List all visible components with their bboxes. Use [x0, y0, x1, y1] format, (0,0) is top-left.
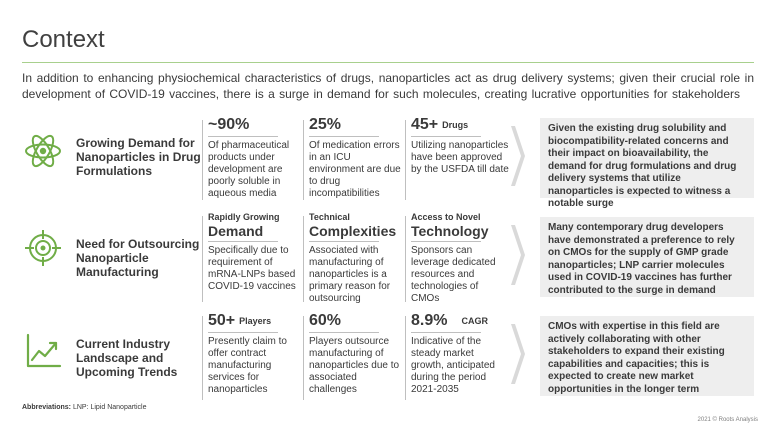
stat-underline — [309, 136, 379, 137]
page-title: Context — [22, 26, 105, 53]
stat-card — [202, 116, 306, 200]
stat-divider — [405, 120, 406, 200]
stat-underline — [208, 136, 278, 137]
stat-card — [202, 212, 306, 302]
summary-box: Given the existing drug solubility and biocompatibility-related concerns and their impact on bioavailability, the demand for drug formulations and drug delivery systems that utilize nanoparticles is expected to witness a notable surge — [540, 118, 754, 198]
stat-underline — [411, 332, 481, 333]
stat-card — [405, 312, 509, 400]
stat-heading: Complexities — [309, 223, 397, 239]
summary-box: Many contemporary drug developers have demonstrated a preference to rely on CMOs for the supply of GMP grade nanoparticles; LNP carrier molecules used in COVID-19 vaccines has further contributed to the surge in demand — [540, 217, 754, 297]
abbreviations-note — [22, 404, 147, 411]
stat-description: Associated with manufacturing of nanoparticles is a primary reason for outsourcing — [309, 245, 391, 304]
stat-divider — [202, 216, 203, 302]
intro-text: In addition to enhancing physiochemical characteristics of drugs, nanoparticles act as drug delivery systems; given their crucial role in development of COVID-19 vaccines, there is a surge in demand for such molecules, creating lucrative opportunities for stakeholders — [22, 71, 754, 101]
stat-subheading: Technical — [309, 212, 350, 222]
chevron-right-icon — [511, 324, 525, 384]
stat-value — [411, 312, 509, 330]
stat-unit: Drugs — [442, 120, 469, 130]
stat-underline — [208, 241, 278, 242]
stat-number: 25% — [309, 116, 342, 133]
stat-divider — [405, 316, 406, 400]
stat-description: Of medication errors in an ICU environment are due to drug incompatibilities — [309, 140, 401, 199]
stat-divider — [202, 316, 203, 400]
abbreviations-text: LNP: Lipid Nanoparticle — [72, 404, 147, 411]
stat-value — [208, 312, 306, 330]
stat-underline — [309, 241, 379, 242]
stat-description: Utilizing nanoparticles have been approved by the USFDA till date — [411, 140, 509, 176]
stat-card — [303, 312, 407, 400]
row-label-industry-landscape: Current Industry Landscape and Upcoming Trends — [76, 337, 178, 379]
stat-number: 60% — [309, 312, 342, 329]
stat-divider — [303, 216, 304, 302]
row-label-growing-demand: Growing Demand for Nanoparticles in Drug Formulations — [76, 136, 201, 178]
chevron-right-icon — [511, 225, 525, 285]
stat-underline — [411, 136, 481, 137]
copyright-text: 2021 © Roots Analysis — [697, 417, 758, 423]
stat-value — [309, 312, 407, 330]
stat-value — [411, 116, 509, 134]
stat-value — [208, 116, 306, 134]
stat-underline — [309, 332, 379, 333]
stat-heading: Demand — [208, 223, 264, 239]
stat-number: ~90% — [208, 116, 250, 133]
stat-divider — [303, 120, 304, 200]
stat-number: 45+ — [411, 116, 439, 134]
stat-card — [202, 312, 306, 400]
stat-subheading: Access to Novel — [411, 212, 481, 222]
stat-underline — [208, 332, 278, 333]
stat-divider — [405, 216, 406, 302]
stat-unit: CAGR — [461, 316, 488, 326]
stat-description: Indicative of the steady market growth, anticipated during the period 2021-2035 — [411, 336, 495, 396]
stat-description: Presently claim to offer contract manufacturing services for nanoparticles — [208, 336, 287, 396]
stat-divider — [202, 120, 203, 200]
stat-card — [405, 116, 509, 200]
stat-description: Sponsors can leverage dedicated resources and technologies of CMOs — [411, 245, 496, 304]
target-icon — [23, 228, 63, 268]
atom-icon — [23, 131, 63, 171]
stat-card — [405, 212, 509, 302]
chevron-right-icon — [511, 126, 525, 186]
stat-heading: Technology — [411, 223, 489, 239]
stat-underline — [411, 241, 481, 242]
stat-number: 8.9% — [411, 312, 448, 330]
stat-description: Of pharmaceutical products under development are poorly soluble in aqueous media — [208, 140, 290, 199]
abbreviations-label: Abbreviations: — [22, 404, 72, 411]
stat-number: 50+ — [208, 312, 236, 330]
stat-card — [303, 212, 407, 302]
stat-card — [303, 116, 407, 200]
stat-unit: Players — [239, 316, 272, 326]
stat-subheading: Rapidly Growing — [208, 212, 280, 222]
stat-value — [309, 116, 407, 134]
title-divider — [22, 62, 754, 63]
trend-chart-icon — [23, 331, 63, 371]
stat-description: Specifically due to requirement of mRNA-LNPs based COVID-19 vaccines — [208, 245, 296, 292]
summary-box: CMOs with expertise in this field are actively collaborating with other stakeholders to expand their existing capabilities and capacities; this is expected to create new market opportunities in the longer term — [540, 316, 754, 396]
row-label-outsourcing: Need for Outsourcing Nanoparticle Manufacturing — [76, 237, 200, 279]
stat-description: Players outsource manufacturing of nanoparticles due to associated challenges — [309, 336, 400, 395]
stat-divider — [303, 316, 304, 400]
